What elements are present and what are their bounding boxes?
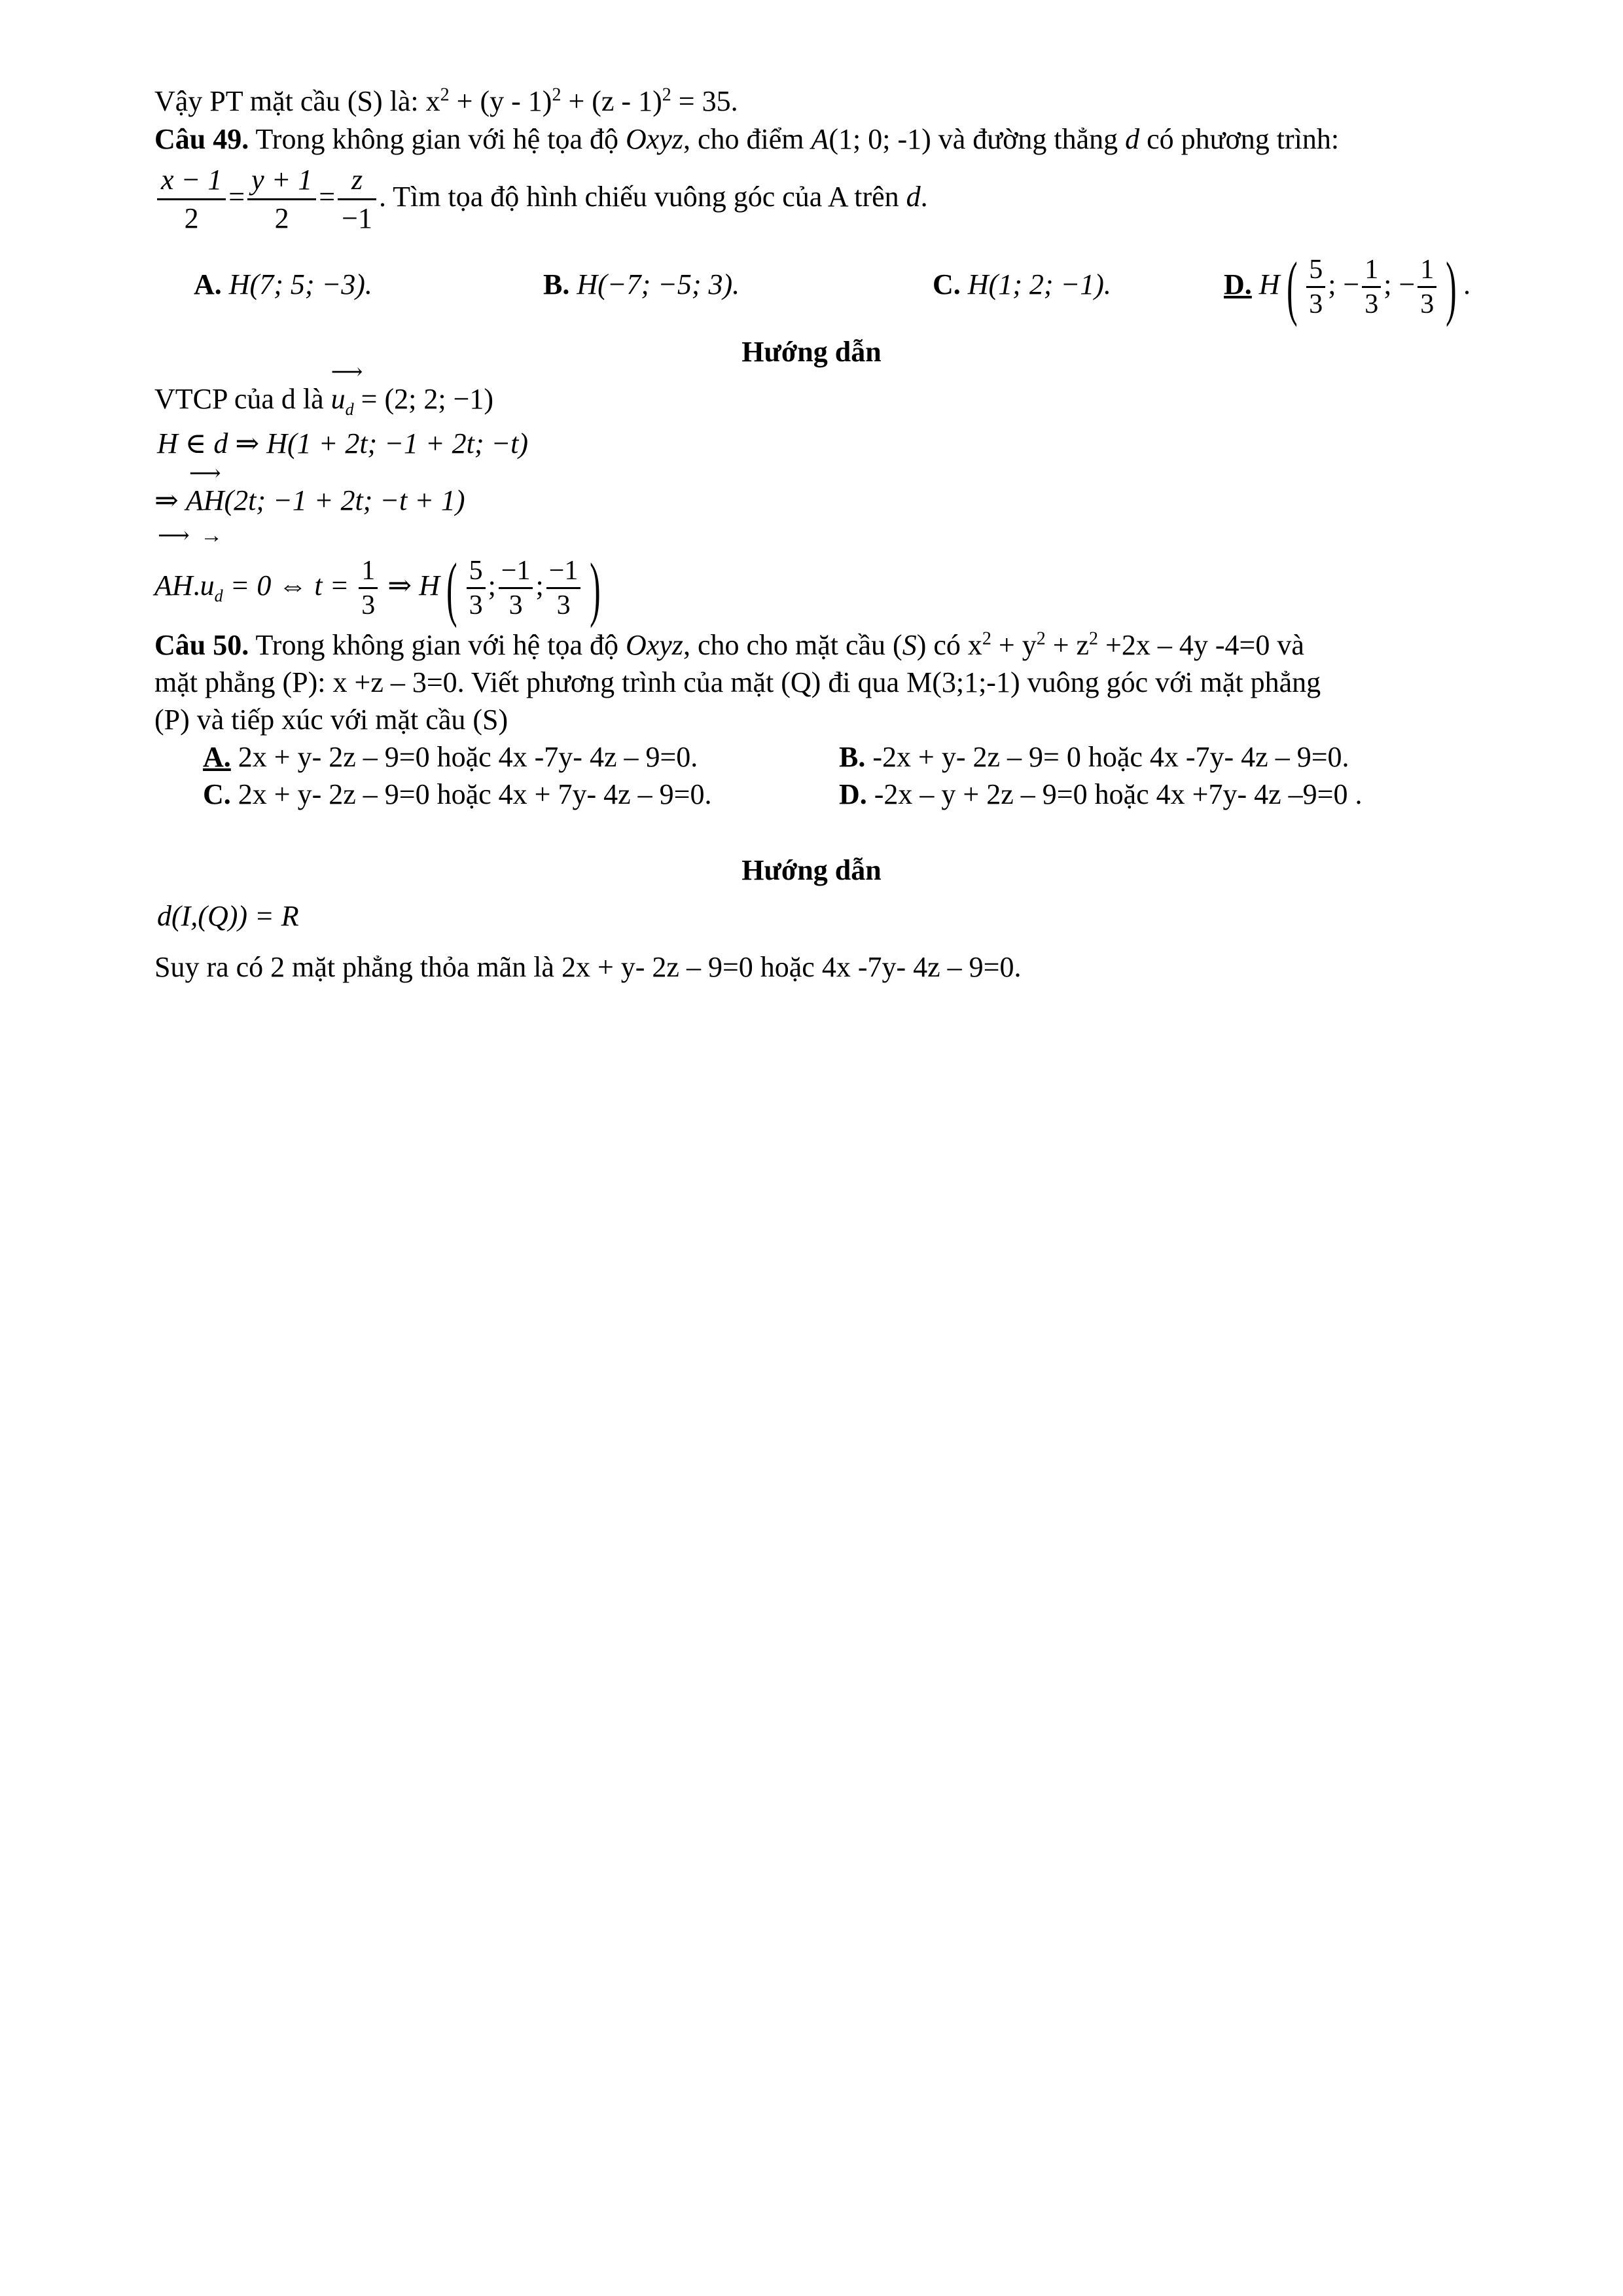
fraction xyxy=(338,162,376,237)
numerator: 1 xyxy=(1362,253,1381,288)
arrow-icon: ⟶ xyxy=(188,461,221,486)
text: . Tìm tọa độ hình chiếu vuông góc của A trên xyxy=(378,181,906,213)
option-label-correct: D. xyxy=(1224,268,1252,300)
q50-option-b xyxy=(839,738,1349,777)
option-label: B. xyxy=(839,741,866,773)
vector xyxy=(185,461,224,520)
guide-title: Hướng dẫn xyxy=(741,854,882,886)
exponent: 2 xyxy=(1036,628,1046,649)
denominator: 3 xyxy=(1309,289,1323,320)
option-text: -2x – y + 2z – 9=0 hoặc 4x +7y- 4z –9=0 . xyxy=(866,778,1363,810)
subscript: d xyxy=(345,399,354,419)
option-label: A. xyxy=(194,268,222,300)
question-50-line3: (P) và tiếp xúc với mặt cầu (S) xyxy=(154,704,508,736)
arrow-icon: → xyxy=(200,524,223,548)
guide-distance: d(I,(Q)) = R xyxy=(157,900,299,932)
paren: ( xyxy=(1286,247,1298,327)
text: Oxyz xyxy=(625,629,683,661)
numerator: z xyxy=(338,162,376,200)
denominator: 3 xyxy=(1364,289,1379,320)
text: , cho cho mặt cầu ( xyxy=(683,629,902,661)
option-text: -2x + y- 2z – 9= 0 hoặc 4x -7y- 4z – 9=0. xyxy=(865,741,1349,773)
separator: ; − xyxy=(1383,268,1416,300)
text: H xyxy=(1258,268,1280,300)
fraction xyxy=(247,162,316,237)
option-label-correct: A. xyxy=(203,741,231,773)
q50-option-a xyxy=(203,738,698,777)
q49-option-d xyxy=(1224,242,1471,327)
option-label: D. xyxy=(839,778,867,810)
text: ⇒ xyxy=(154,484,186,516)
numerator: 1 xyxy=(1418,253,1436,288)
fraction xyxy=(157,162,226,237)
fraction xyxy=(499,554,533,622)
text: d xyxy=(1125,123,1140,155)
text: + (z - 1) xyxy=(561,85,662,117)
text: . xyxy=(192,569,200,601)
fraction xyxy=(467,554,486,622)
text: Trong không gian với hệ tọa độ xyxy=(249,123,626,155)
text: AH xyxy=(185,484,224,516)
numerator: −1 xyxy=(499,554,533,589)
option-text: 2x + y- 2z – 9=0 hoặc 4x -7y- 4z – 9=0. xyxy=(230,741,698,773)
text: Vậy PT mặt cầu (S) là: x xyxy=(154,85,440,117)
guide-step-4 xyxy=(154,524,607,628)
text: S xyxy=(902,629,917,661)
q49-option-c xyxy=(933,265,1111,304)
text: u xyxy=(330,383,346,415)
option-text: H(7; 5; −3). xyxy=(228,268,372,300)
text: + z xyxy=(1045,629,1090,661)
arrow-icon: ⟶ xyxy=(157,524,190,548)
exponent: 2 xyxy=(552,84,562,105)
text: (2t; −1 + 2t; −t + 1) xyxy=(224,484,465,516)
question-50-line1 xyxy=(154,626,1304,665)
denominator: 3 xyxy=(361,590,376,621)
question-50-line2: mặt phẳng (P): x +z – 3=0. Viết phương trình của mặt (Q) đi qua M(3;1;-1) vuông góc với mặt phẳng xyxy=(154,666,1321,698)
exponent: 2 xyxy=(1089,628,1099,649)
q50-option-c xyxy=(203,775,711,814)
text: VTCP của d là xyxy=(154,383,331,415)
q50-option-d xyxy=(839,775,1362,814)
question-49-label: Câu 49. xyxy=(154,123,249,155)
q49-option-b xyxy=(543,265,740,304)
numerator: −1 xyxy=(546,554,581,589)
option-label: C. xyxy=(203,778,231,810)
numerator: 5 xyxy=(467,554,486,589)
option-label: B. xyxy=(543,268,570,300)
text: d xyxy=(906,181,921,213)
numerator: 5 xyxy=(1306,253,1325,288)
denominator: −1 xyxy=(342,202,372,235)
equals: = xyxy=(228,181,245,213)
option-text: 2x + y- 2z – 9=0 hoặc 4x + 7y- 4z – 9=0. xyxy=(230,778,712,810)
denominator: 3 xyxy=(1420,289,1435,320)
q49-option-a xyxy=(194,265,372,304)
vector xyxy=(154,524,193,628)
option-label: C. xyxy=(933,268,961,300)
subscript: d xyxy=(214,586,223,605)
numerator: y + 1 xyxy=(247,162,316,200)
question-50-label: Câu 50. xyxy=(154,629,249,661)
separator: ; xyxy=(535,569,544,601)
text: có phương trình: xyxy=(1139,123,1340,155)
fraction xyxy=(359,554,378,622)
option-text: H(1; 2; −1). xyxy=(967,268,1111,300)
question-49-line1 xyxy=(154,120,1339,159)
text: ) có x xyxy=(916,629,982,661)
text: (1; 0; -1) và đường thẳng xyxy=(829,123,1126,155)
guide-conclusion: Suy ra có 2 mặt phẳng thỏa mãn là 2x + y- 2z – 9=0 hoặc 4x -7y- 4z – 9=0. xyxy=(154,951,1022,983)
vector xyxy=(200,524,223,628)
numerator: x − 1 xyxy=(157,162,226,200)
text: = (2; 2; −1) xyxy=(353,383,494,415)
exponent: 2 xyxy=(440,84,450,105)
text: = 0 ⇔ t = xyxy=(223,569,357,601)
text: ⇒ H xyxy=(380,569,440,601)
denominator: 2 xyxy=(274,202,289,235)
vector xyxy=(330,360,363,419)
exponent: 2 xyxy=(982,628,991,649)
line-equation xyxy=(154,160,928,237)
numerator: 1 xyxy=(359,554,378,589)
fraction xyxy=(1418,253,1436,321)
exponent: 2 xyxy=(662,84,671,105)
text: Trong không gian với hệ tọa độ xyxy=(249,629,626,661)
equals: = xyxy=(319,181,336,213)
text: , cho điểm xyxy=(683,123,812,155)
text: A xyxy=(811,123,829,155)
text: +2x – 4y -4=0 và xyxy=(1098,629,1304,661)
denominator: 3 xyxy=(508,590,523,621)
paren: ) xyxy=(1446,247,1457,327)
text: + (y - 1) xyxy=(449,85,552,117)
paren: ) xyxy=(590,548,601,628)
paren: ( xyxy=(446,548,457,628)
guide-step-2: H ∈ d ⇒ H(1 + 2t; −1 + 2t; −t) xyxy=(157,427,529,459)
separator: ; xyxy=(488,569,496,601)
guide-step-1 xyxy=(154,360,494,419)
fraction xyxy=(1362,253,1381,321)
text: Oxyz xyxy=(625,123,683,155)
text: u xyxy=(200,569,215,601)
text: . xyxy=(1463,268,1471,300)
denominator: 3 xyxy=(469,590,483,621)
text: . xyxy=(920,181,928,213)
denominator: 2 xyxy=(184,202,199,235)
separator: ; − xyxy=(1328,268,1360,300)
denominator: 3 xyxy=(556,590,571,621)
guide-step-3 xyxy=(154,461,465,520)
arrow-icon: ⟶ xyxy=(330,360,363,384)
fraction xyxy=(1306,253,1325,321)
option-text: H(−7; −5; 3). xyxy=(577,268,740,300)
sphere-equation-line xyxy=(154,82,738,121)
fraction xyxy=(546,554,581,622)
text: = 35. xyxy=(671,85,738,117)
guide-title: Hướng dẫn xyxy=(741,336,882,368)
text: + y xyxy=(991,629,1037,661)
text: AH xyxy=(154,569,193,601)
